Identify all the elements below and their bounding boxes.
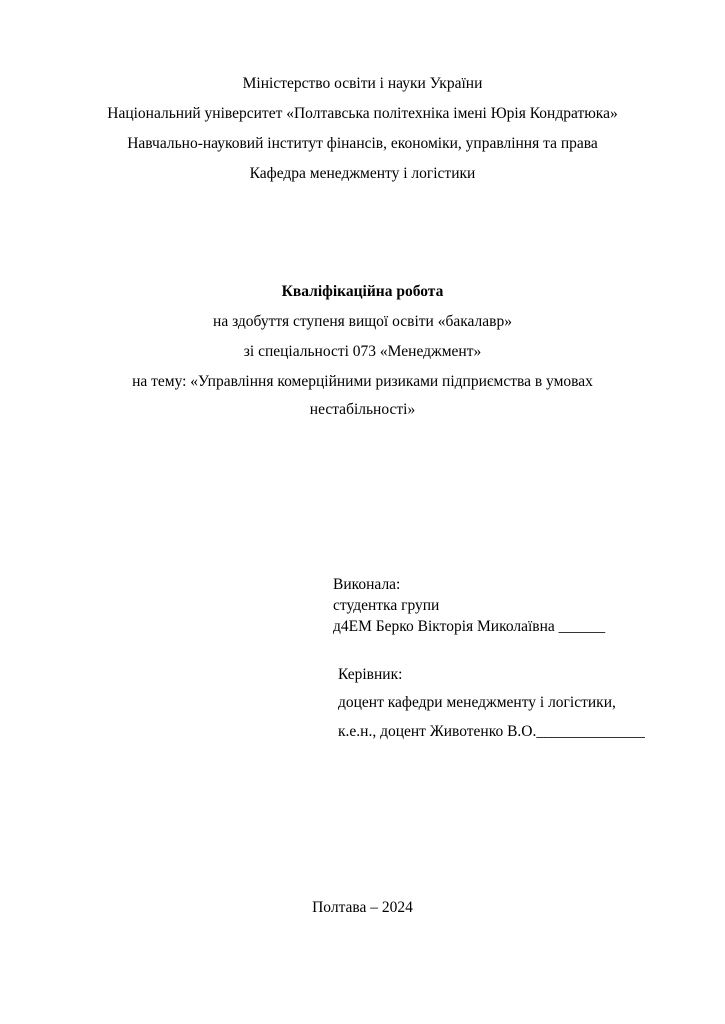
degree-line: на здобуття ступеня вищої освіти «бакалавр» (213, 313, 512, 330)
supervisor-name-line: к.е.н., доцент Животенко В.О.______________ (338, 723, 645, 740)
supervisor-label: Керівник: (338, 666, 403, 683)
student-name-line: д4ЕМ Берко Вікторія Миколаївна ______ (333, 618, 606, 635)
specialty-line: зі спеціальності 073 «Менеджмент» (243, 343, 482, 360)
ministry-line: Міністерство освіти і науки України (242, 75, 483, 92)
work-title: Кваліфікаційна робота (281, 283, 444, 300)
institute-line: Навчально-науковий інститут фінансів, економіки, управління та права (127, 135, 598, 152)
department-line: Кафедра менеджменту і логістики (249, 165, 476, 182)
university-line: Національний університет «Полтавська політехніка імені Юрія Кондратюка» (107, 105, 618, 122)
student-group-line: студентка групи (333, 597, 440, 614)
supervisor-position-line: доцент кафедри менеджменту і логістики, (338, 694, 616, 711)
topic-line-2: нестабільності» (309, 401, 416, 418)
performed-label: Виконала: (333, 576, 401, 593)
city-year-line: Полтава – 2024 (312, 899, 413, 916)
topic-line-1: на тему: «Управління комерційними ризиками підприємства в умовах (132, 373, 593, 390)
